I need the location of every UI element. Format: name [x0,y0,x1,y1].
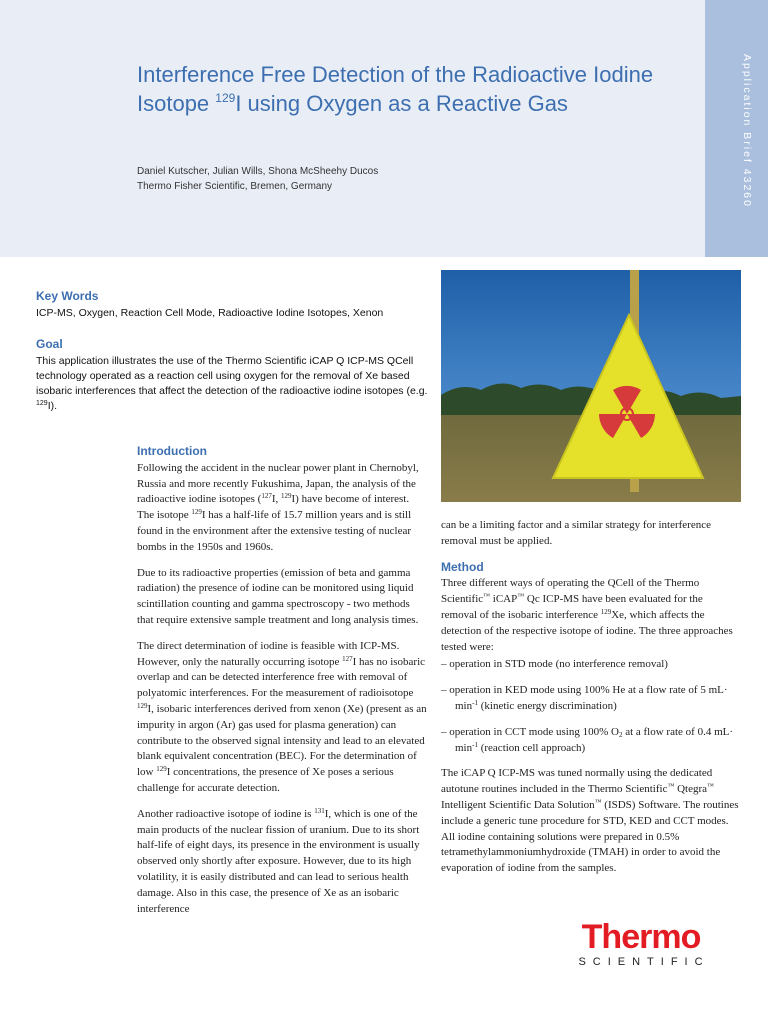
method-bullet-cct: – operation in CCT mode using 100% $O_2$ at a flow rate of 0.4 $mL\cdot \min^{-1}$ (reaction cell approach) [441,725,734,754]
continuation-text: can be a limiting factor and a similar strategy for interference removal must be applied. [441,519,711,547]
intro-paragraph-2: Due to its radioactive properties (emission of beta and gamma radiation) the presence of iodine can be monitored using liquid scintillation counting and gamma spectroscopy - two methods that require extensive sample treatment and long analysis times. [137,566,419,626]
introduction-heading: Introduction [137,444,207,458]
method-paragraph-2: The iCAP Q ICP-MS was tuned normally using the dedicated autotune routines included in the Thermo Scientific™ Qtegra™ Intelligent Scientific Data Solution™ (ISDS) Software. The routines include a generic tune procedure for STD, KED and CCT modes. All iodine containing solutions were prepared in 0.5% tetramethylammoniumhydroxide (TMAH) in order to avoid the evaporation of iodine from the samples. [441,767,739,875]
goal-text: This application illustrates the use of the Thermo Scientific iCAP Q ICP-MS QCell technology operated as a reaction cell using oxygen for the removal of Xe based isobaric interferences that affect the detection of the radioactive iodine isotopes (e.g. $^{129}$I). [36,355,428,412]
title-superscript: 129 [215,91,236,105]
method-heading: Method [441,559,484,574]
intro-paragraph-3: The direct determination of iodine is feasible with ICP-MS. However, only the naturally occurring isotope $^{127}$I has no isobaric overlap and can be detected interference free with removal of polyatomic interferences. For the measurement of radioisotope $^{129}$I, isobaric interferences derived from xenon (Xe) (present as an impurity in argon (Ar) gas used for plasma generation) can contribute to the observed signal intensity and lead to an elevated blank equivalent concentration (BEC). For the determination of low $^{129}$I concentrations, the presence of Xe poses a serious challenge for accurate detection. [137,639,427,794]
application-brief-label: Application Brief 43260 [741,54,753,208]
method-bullet-ked: – operation in KED mode using 100% He at a flow rate of 5 $mL\cdot \min^{-1}$ (kinetic energy discrimination) [441,684,728,712]
header-band [0,0,705,257]
author-block [137,164,378,194]
title-text-2: I using Oxygen as a Reactive Gas [235,91,568,116]
method-paragraph-1: Three different ways of operating the QCell of the Thermo Scientific™ iCAP™ Qc ICP-MS have been evaluated for the removal of the isobaric interference $^{129}$Xe, which affects the detection of the respective isotope of iodine. The three approaches tested were: [441,577,733,653]
right-column [441,518,741,887]
introduction-section [137,444,427,927]
authors: Daniel Kutscher, Julian Wills, Shona McSheehy Ducos [137,166,379,177]
keywords-heading: Key Words [36,289,99,303]
thermo-scientific-logo [566,920,716,970]
title-text-1: Interference Free Detection of the Radioactive Iodine Isotope [137,62,654,116]
keywords-text: ICP-MS, Oxygen, Reaction Cell Mode, Radioactive Iodine Isotopes, Xenon [36,307,384,319]
intro-paragraph-1: Following the accident in the nuclear power plant in Chernobyl, Russia and more recently Fukushima, Japan, the analysis of the radioactive iodine isotopes ($^{127}$I, $^{129}$I) have become of interest. The isotope $^{129}$I has a half-life of 15.7 million years and is still found in the environment after the extensive testing of nuclear bombs in the 1950s and 1960s. [137,461,419,553]
goal-heading: Goal [36,337,63,351]
logo-wordmark: Thermo [581,918,701,956]
intro-paragraph-4: Another radioactive isotope of iodine is $^{131}$I, which is one of the main products of the nuclear fission of uranium. Due to its short half-life of eight days, its presence in the environment is usually observed only shortly after exposure. However, due to its high volatility, it is easily distributed and can lead to serious health damage. Also in this case, the presence of Xe as an isobaric interference [137,806,420,915]
keywords-section [36,289,430,321]
radiation-sign-photo [441,270,741,502]
method-bullet-std: – operation in STD mode (no interference removal) [441,658,668,671]
affiliation: Thermo Fisher Scientific, Bremen, Germany [137,181,333,192]
goal-section [36,337,430,414]
logo-subtitle: SCIENTIFIC [578,956,710,968]
page-title [137,60,677,118]
